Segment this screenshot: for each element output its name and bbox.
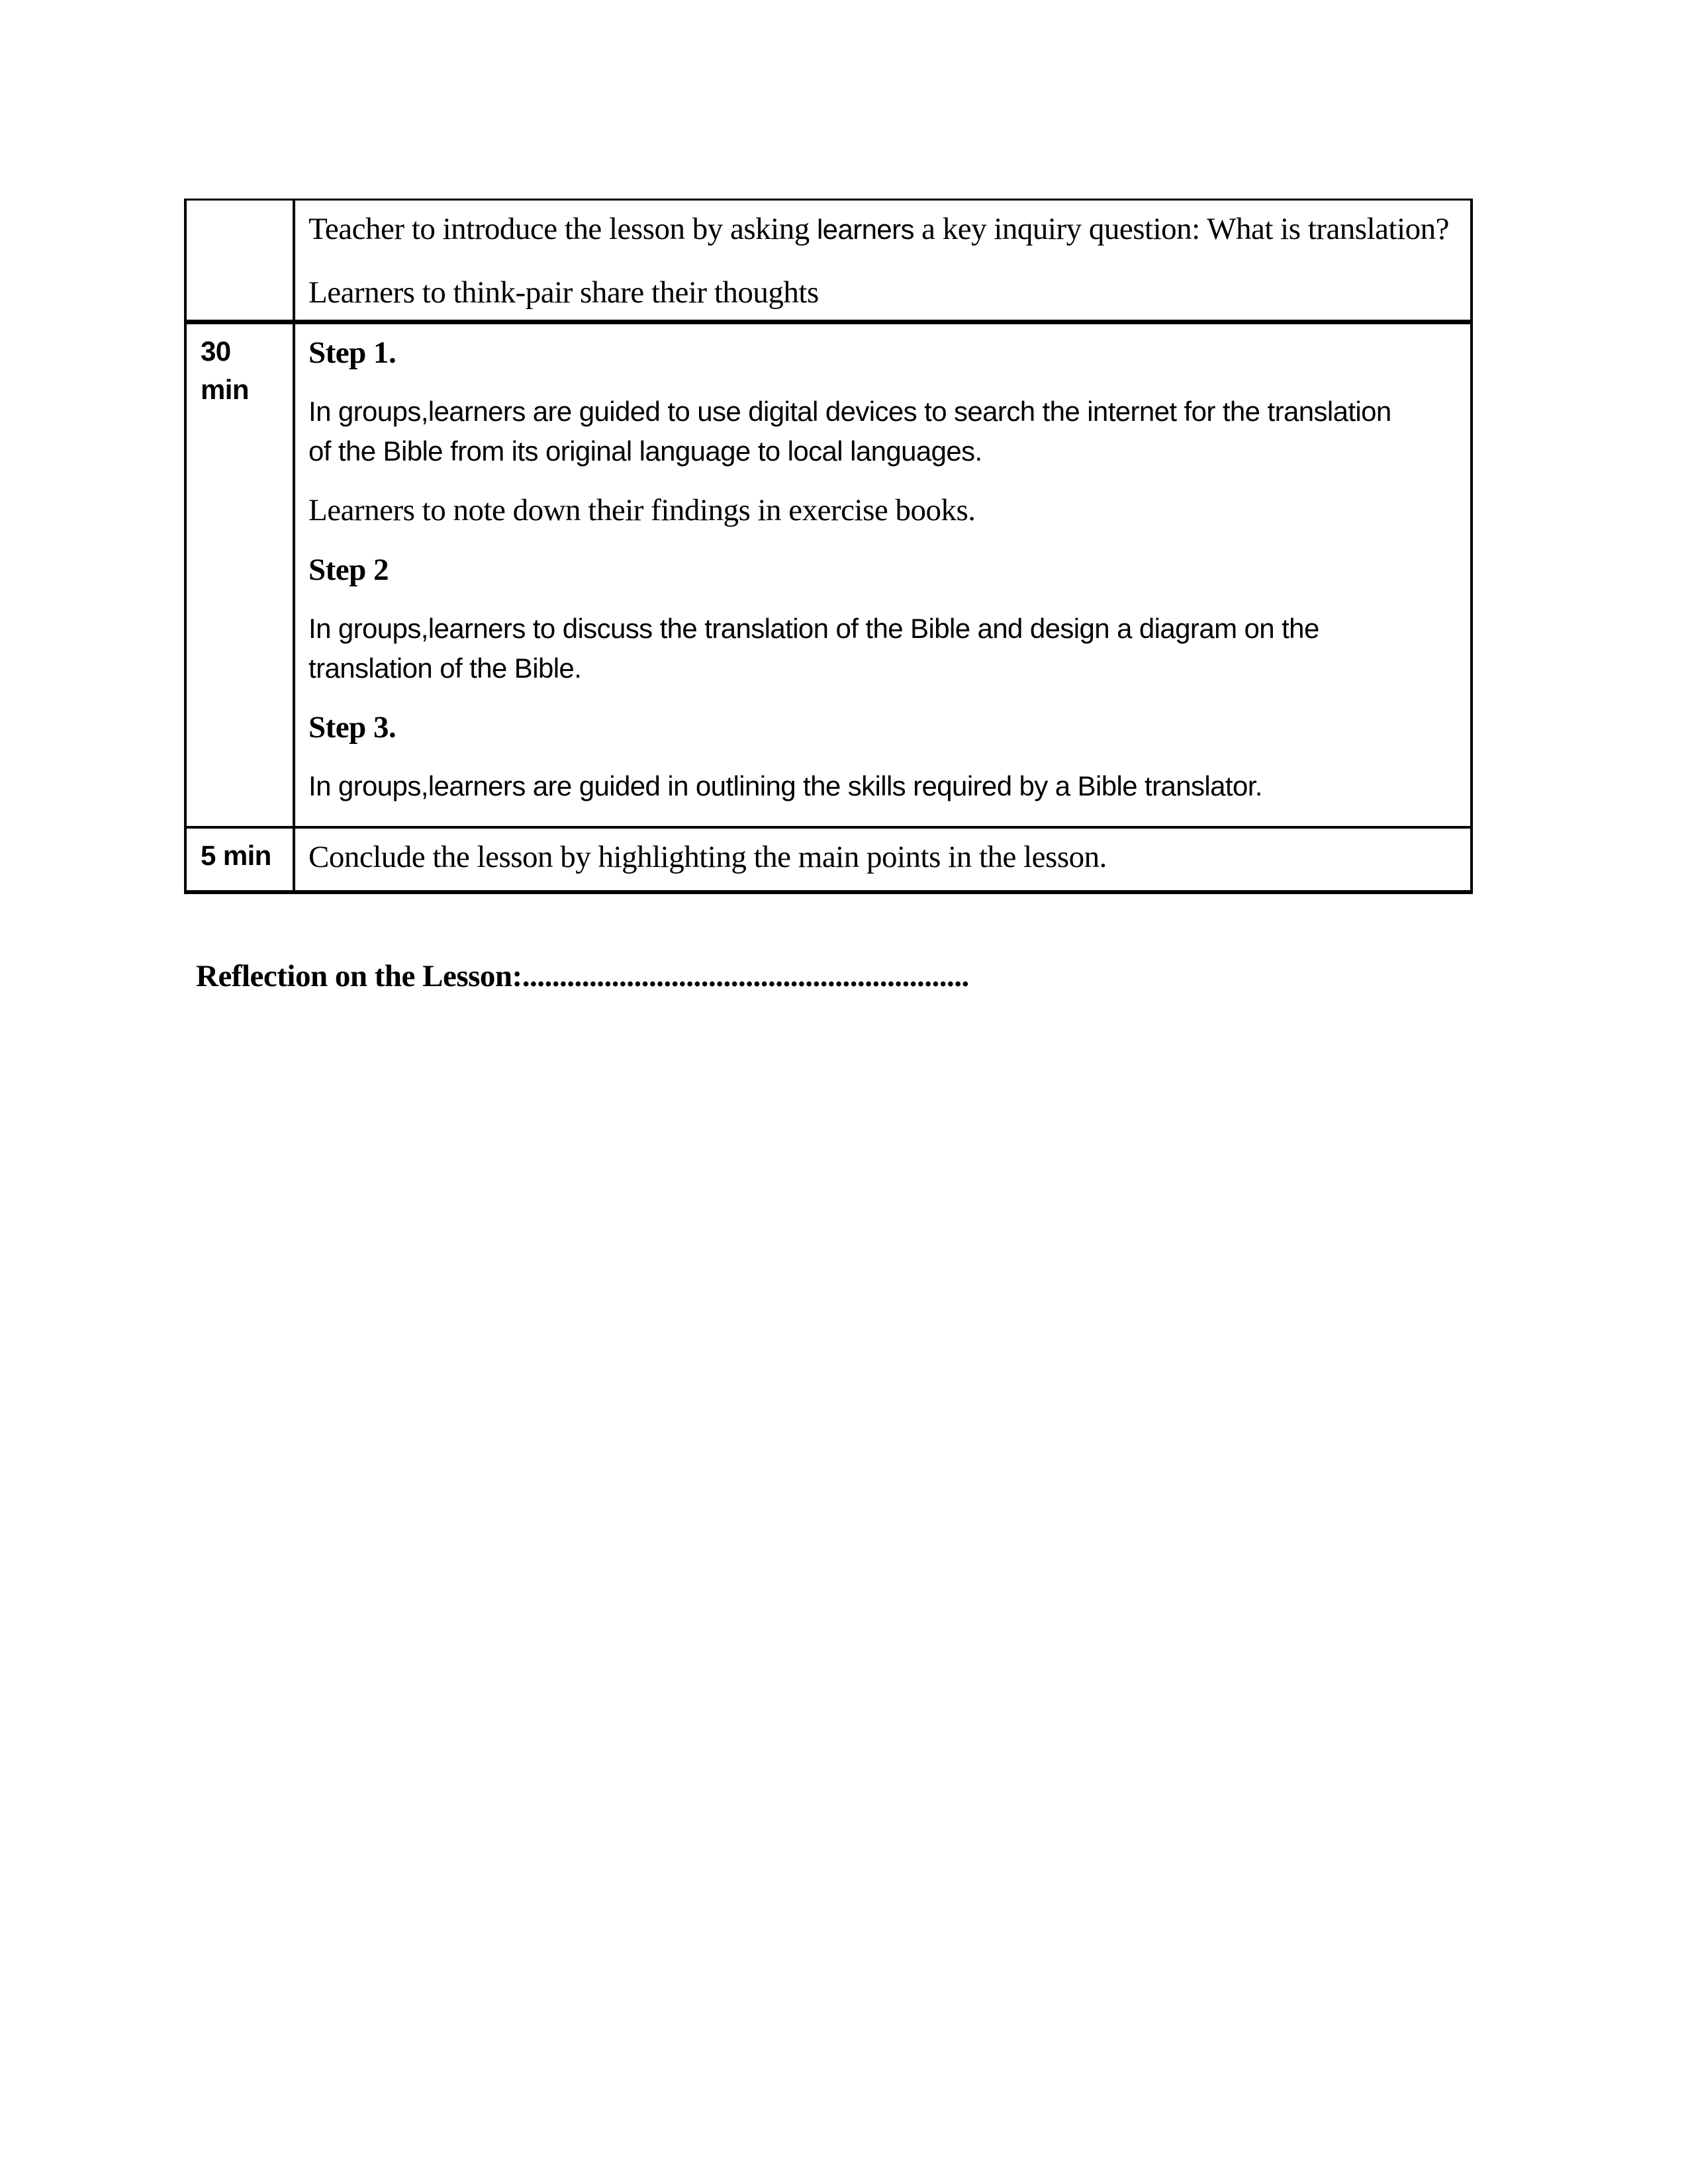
intro-line-2: Learners to think-pair share their thoughts — [308, 275, 819, 310]
step-1-line-1: In groups,learners are guided to use digital devices to search the internet for the translation — [308, 396, 1391, 427]
step-2-line-1: In groups,learners to discuss the translation of the Bible and design a diagram on the — [308, 613, 1319, 644]
reflection-dotted-rule: ............................................................ — [522, 959, 969, 993]
step-1-paragraph — [308, 392, 1457, 471]
conclusion-line: Conclude the lesson by highlighting the main points in the lesson. — [308, 840, 1107, 874]
step-3-heading: Step 3. — [308, 710, 397, 745]
content-cell-introduction — [295, 201, 1470, 320]
step-1-line-2: of the Bible from its original language to local languages. — [308, 435, 982, 467]
time-cell-5-min — [187, 829, 295, 890]
reflection-on-lesson-line — [196, 956, 969, 997]
time-value: 5 min — [201, 840, 271, 871]
step-1-note: Learners to note down their findings in exercise books. — [308, 493, 976, 527]
time-value-line-1: 30 — [201, 336, 231, 367]
intro-line-1-sans: learners — [816, 214, 914, 245]
time-cell-30-min — [187, 324, 295, 826]
content-cell-conclusion — [295, 829, 1470, 890]
time-value-line-2: min — [201, 374, 249, 405]
lesson-plan-table — [184, 199, 1473, 894]
step-2-paragraph — [308, 609, 1457, 688]
content-cell-lesson-development — [295, 324, 1470, 826]
step-2-heading: Step 2 — [308, 553, 389, 587]
time-cell-empty — [187, 201, 295, 320]
table-row-conclusion — [187, 829, 1470, 890]
step-3-line-1: In groups,learners are guided in outlining the skills required by a Bible translator. — [308, 770, 1262, 801]
step-1-heading: Step 1. — [308, 336, 397, 370]
intro-line-1-serif-a: Teacher to introduce the lesson by asking — [308, 212, 817, 246]
table-row-lesson-development — [187, 324, 1470, 829]
reflection-label: Reflection on the Lesson: — [196, 959, 522, 993]
table-row-introduction — [187, 201, 1470, 324]
intro-line-1 — [308, 208, 1457, 250]
step-2-line-2: translation of the Bible. — [308, 653, 582, 684]
intro-line-1-serif-b: a key inquiry question: What is translation? — [914, 212, 1449, 246]
